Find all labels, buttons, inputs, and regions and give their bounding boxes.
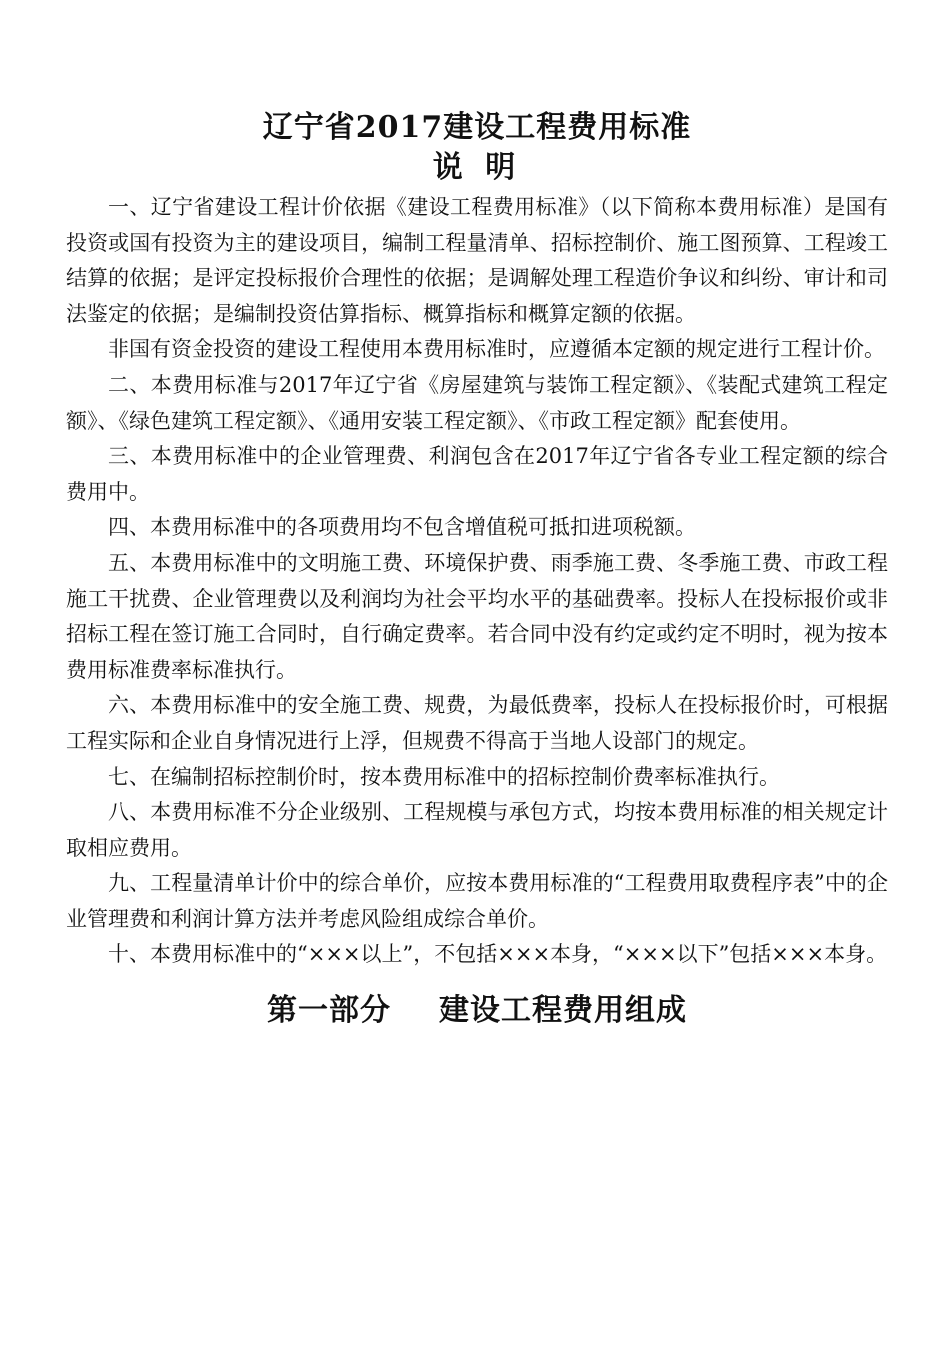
paragraph-10: 九、工程量清单计价中的综合单价，应按本费用标准的“工程费用取费程序表”中的企业管理费和利润计算方法并考虑风险组成综合单价。	[66, 871, 888, 931]
paragraph-2: 非国有资金投资的建设工程使用本费用标准时，应遵循本定额的规定进行工程计价。	[108, 337, 885, 362]
document-page	[66, 108, 888, 1031]
paragraph-7: 六、本费用标准中的安全施工费、规费，为最低费率，投标人在投标报价时，可根据工程实际和企业自身情况进行上浮，但规费不得高于当地人设部门的规定。	[66, 693, 888, 753]
paragraph-11: 十、本费用标准中的“×××以上”，不包括×××本身，“×××以下”包括×××本身。	[108, 942, 888, 967]
document-title: 辽宁省2017建设工程费用标准	[262, 110, 692, 145]
section-name: 建设工程费用组成	[439, 993, 687, 1029]
paragraph-5: 四、本费用标准中的各项费用均不包含增值税可抵扣进项税额。	[108, 515, 696, 540]
section-heading	[66, 991, 888, 1031]
document-subtitle: 说 明	[432, 150, 522, 185]
paragraph-3: 二、本费用标准与2017年辽宁省《房屋建筑与装饰工程定额》、《装配式建筑工程定额》、《绿色建筑工程定额》、《通用安装工程定额》、《市政工程定额》配套使用。	[66, 372, 888, 433]
section-part-label: 第一部分	[267, 993, 391, 1029]
paragraph-6: 五、本费用标准中的文明施工费、环境保护费、雨季施工费、冬季施工费、市政工程施工干扰费、企业管理费以及利润均为社会平均水平的基础费率。投标人在投标报价或非招标工程在签订施工合同时，自行确定费率。若合同中没有约定或约定不明时，视为按本费用标准费率标准执行。	[66, 550, 888, 682]
paragraph-9: 八、本费用标准不分企业级别、工程规模与承包方式，均按本费用标准的相关规定计取相应费用。	[66, 800, 888, 860]
paragraph-8: 七、在编制招标控制价时，按本费用标准中的招标控制价费率标准执行。	[108, 764, 780, 789]
paragraph-4: 三、本费用标准中的企业管理费、利润包含在2017年辽宁省各专业工程定额的综合费用中。	[66, 444, 888, 504]
paragraph-1: 一、辽宁省建设工程计价依据《建设工程费用标准》（以下简称本费用标准）是国有投资或国有投资为主的建设项目，编制工程量清单、招标控制价、施工图预算、工程竣工结算的依据；是评定投标报价合理性的依据；是调解处理工程造价争议和纠纷、审计和司法鉴定的依据；是编制投资估算指标、概算指标和概算定额的依据。	[66, 195, 888, 326]
